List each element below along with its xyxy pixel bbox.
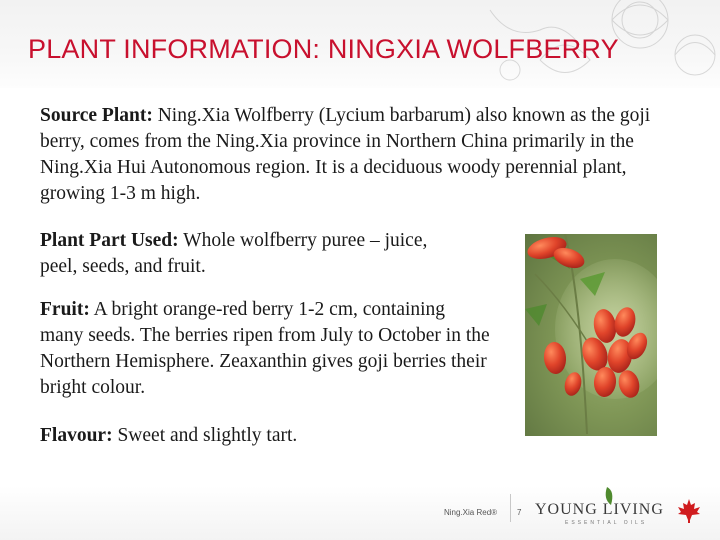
- header-band: [0, 0, 720, 88]
- logo-subtitle: ESSENTIAL OILS: [565, 520, 648, 526]
- footer-product-name: Ning.Xia Red®: [444, 508, 498, 517]
- flavour-paragraph: [40, 423, 460, 449]
- fruit-paragraph: [40, 297, 490, 401]
- page-number: 7: [517, 508, 522, 517]
- paragraph-label: Source Plant:: [40, 105, 153, 126]
- paragraph-text: A bright orange-red berry 1-2 cm, containing many seeds. The berries ripen from July to October in the Northern Hemisphere. Zeaxanthin gives goji berries their bright colour.: [40, 299, 490, 398]
- maple-leaf-icon: [676, 498, 702, 524]
- paragraph-text: Sweet and slightly tart.: [112, 425, 298, 446]
- wolfberry-photo: [525, 234, 657, 436]
- source-plant-paragraph: [40, 103, 680, 207]
- logo-wordmark: YOUNG LIVING: [535, 501, 664, 518]
- paragraph-text: Ning.Xia Wolfberry (Lycium barbarum) also known as the goji berry, comes from the Ning.Xia province in Northern China primarily in the Ning.Xia Hui Autonomous region. It is a deciduous woody perennial plant, growing 1-3 m high.: [40, 105, 651, 204]
- paragraph-text: Whole wolfberry puree – juice, peel, seeds, and fruit.: [40, 230, 428, 277]
- young-living-logo: [535, 483, 670, 527]
- footer-divider: [510, 494, 511, 522]
- paragraph-label: Plant Part Used:: [40, 230, 179, 251]
- plant-part-paragraph: [40, 228, 460, 280]
- paragraph-label: Flavour:: [40, 425, 113, 446]
- slide-title: PLANT INFORMATION: NINGXIA WOLFBERRY: [28, 34, 619, 64]
- paragraph-label: Fruit:: [40, 299, 90, 320]
